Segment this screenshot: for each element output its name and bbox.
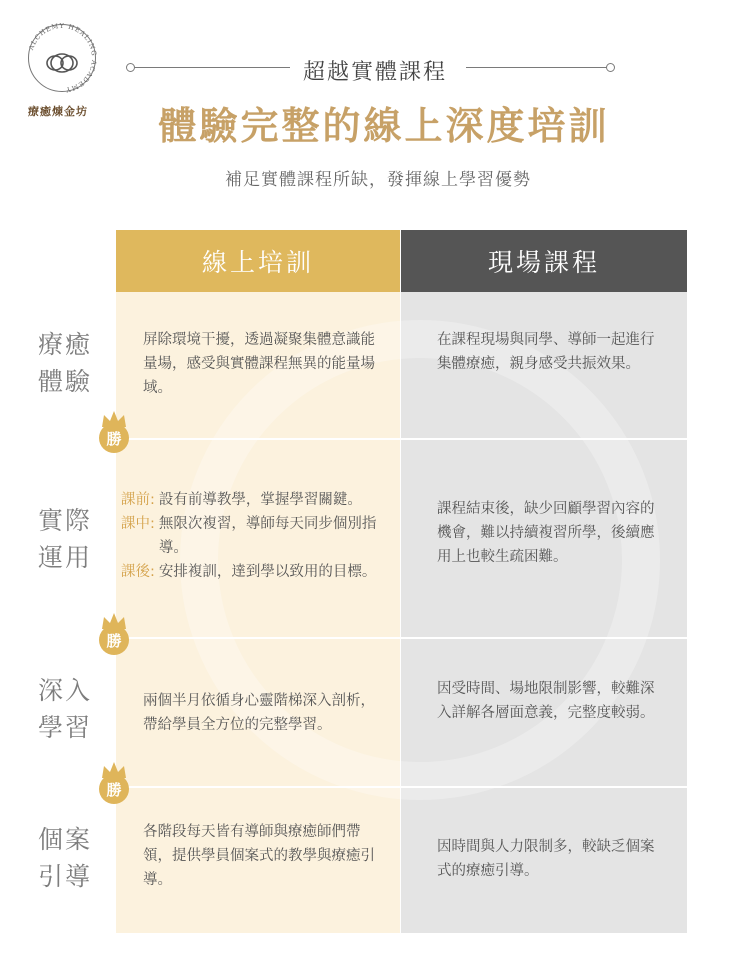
- schedule-tag: 課前:: [121, 492, 155, 508]
- row-label-line: 體驗: [38, 367, 93, 396]
- onsite-cell-healing-experience: 在課程現場與同學、導師一起進行集體療癒，親身感受共振效果。: [437, 332, 655, 372]
- header-subtitle: 超越實體課程: [302, 60, 447, 85]
- schedule-item-before-class: [121, 488, 393, 512]
- row-label-healing-experience: [38, 326, 98, 400]
- onsite-cell-practical-use: 課程結束後，缺少回顧學習內容的機會，難以持續複習所學，後續應用上也較生疏困難。: [437, 501, 655, 565]
- row-label-line: 個案: [38, 825, 93, 854]
- column-header-onsite: 現場課程: [401, 230, 687, 292]
- schedule-tag: 課中:: [121, 516, 155, 532]
- brand-name: 療癒煉金坊: [28, 105, 88, 118]
- win-badge-label: 勝: [99, 625, 129, 655]
- row-label-practical-use: [38, 502, 98, 576]
- win-badge-label: 勝: [99, 423, 129, 453]
- page-title: 體驗完整的線上深度培訓: [158, 103, 610, 148]
- row-label-deep-learning: [38, 672, 98, 746]
- online-cell-healing-experience: 屏除環境干擾，透過凝聚集體意識能量場，感受與實體課程無異的能量場域。: [143, 332, 375, 396]
- row-label-case-guidance: [38, 821, 98, 895]
- row-label-line: 深入: [38, 676, 93, 705]
- online-cell-deep-learning: 兩個半月依循身心靈階梯深入剖析，帶給學員全方位的完整學習。: [143, 693, 375, 733]
- page-tagline: 補足實體課程所缺，發揮線上學習優勢: [225, 170, 531, 190]
- win-badge: [96, 409, 136, 451]
- schedule-item-after-class: [121, 560, 393, 584]
- row-divider: [116, 637, 687, 639]
- online-cell-practical-use: [121, 488, 393, 584]
- schedule-text: 安排複訓，達到學以致用的目標。: [158, 564, 377, 580]
- schedule-text: 設有前導教學，掌握學習關鍵。: [158, 492, 362, 508]
- row-label-line: 學習: [38, 713, 93, 742]
- online-cell-case-guidance: 各階段每天皆有導師與療癒師們帶領，提供學員個案式的教學與療癒引導。: [143, 824, 375, 888]
- schedule-tag: 課後:: [121, 564, 155, 580]
- column-header-online: 線上培訓: [116, 230, 400, 292]
- logo-ring-text: ALCHEMY HEALING ACADEMY: [27, 21, 99, 94]
- row-label-line: 運用: [38, 543, 93, 572]
- onsite-cell-case-guidance: 因時間與人力限制多，較缺乏個案式的療癒引導。: [437, 839, 655, 879]
- row-label-line: 實際: [38, 506, 93, 535]
- row-divider: [116, 786, 687, 788]
- row-label-line: 療癒: [38, 330, 93, 359]
- schedule-text: 無限次複習，導師每天同步個別指導。: [158, 516, 377, 556]
- win-badge: [96, 611, 136, 653]
- onsite-cell-deep-learning: 因受時間、場地限制影響，較難深入詳解各層面意義，完整度較弱。: [437, 681, 655, 721]
- schedule-item-during-class: [121, 512, 393, 560]
- win-badge-label: 勝: [99, 774, 129, 804]
- row-divider: [116, 438, 687, 440]
- row-label-line: 引導: [38, 862, 93, 891]
- win-badge: [96, 760, 136, 802]
